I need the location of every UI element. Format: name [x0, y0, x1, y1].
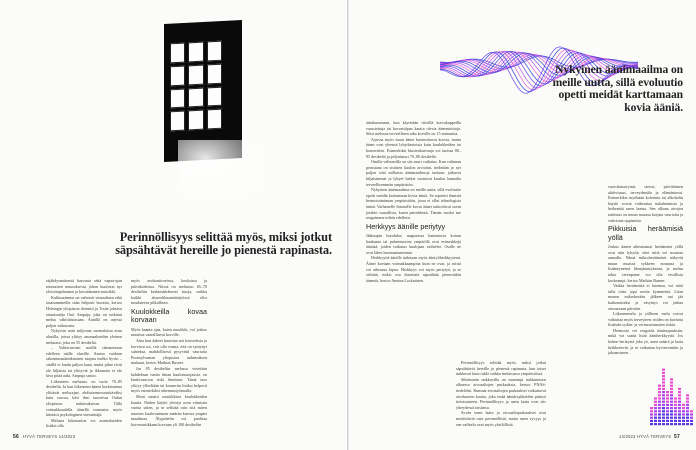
equalizer-segment [658, 423, 661, 425]
equalizer-segment [666, 404, 669, 406]
equalizer-segment [654, 417, 657, 419]
equalizer-segment [670, 423, 673, 425]
equalizer-segment [662, 420, 665, 422]
equalizer-segment [678, 410, 681, 412]
equalizer-segment [662, 378, 665, 380]
paragraph: Perinnöllisyys selittää myös, miksi jotkut säpsähtävät hereille jo pienestä rapinasta, kun toiset nukkuvat kuin tukki vaikka meluisassa ympäristössä. [456, 360, 546, 377]
section-heading: Kuulokkeilla kovaa korvaan [131, 306, 207, 325]
equalizer-segment [666, 394, 669, 396]
section-heading: Pikkuisia heräämisiä yöllä [608, 224, 683, 242]
equalizer-segment [670, 388, 673, 390]
equalizer-segment [658, 404, 661, 406]
equalizer-segment [670, 417, 673, 419]
equalizer-segment [678, 401, 681, 403]
equalizer-segment [670, 410, 673, 412]
footer-right [619, 434, 684, 440]
equalizer-segment [682, 417, 685, 419]
equalizer-segment [658, 413, 661, 415]
paragraph: Hermosto voi reagoida äänitaajuuksiin, mikä voi saada lisää ääniherkkyyttä. Jos kolme herätystä joka yö, unen määrä ja laatu heikkenevät, ja se vaikuttaa hyvinvointiin ja jaksamiseen. [608, 327, 683, 356]
equalizer-segment [662, 407, 665, 409]
equalizer-segment [678, 391, 681, 393]
magazine-label-right: 14/2023 HYVÄ TERVEYS [619, 434, 672, 439]
equalizer-segment [658, 394, 661, 396]
text-column-4 [456, 360, 546, 427]
paragraph: myös avokonttoreissa, kouluissa ja päiväkodeissa. Niissä on melutaso 65–70 desibeliin keskimääräisesti tasoja, vaikka kaikki aluseohkuannäärijöissä olisi noudateeru pilkullisen. [131, 278, 207, 306]
equalizer-segment [666, 410, 669, 412]
equalizer-segment [678, 407, 681, 409]
equalizer-segment [674, 407, 677, 409]
paragraph: Omilla valinnoilla on siis suuri vaikutus. Kun valinnan perustana on sisäisen kuulon arviointi, tiedetään jo nyt paljon siitä millaisia äänimaailmoja tuetaan: jatkuvat hiljaisimmat ja lyhyet hetket tuottavat kuulon kannalta terveellisemmän ympäristön. [366, 159, 461, 187]
equalizer-segment [670, 378, 673, 380]
equalizer-segment [674, 410, 677, 412]
equalizer-segment [658, 410, 661, 412]
equalizer-segment [674, 417, 677, 419]
equalizer-segment [690, 423, 693, 425]
equalizer-segment [662, 372, 665, 374]
page-number-right: 57 [674, 434, 680, 440]
equalizer-segment [682, 404, 685, 406]
equalizer-segment [678, 413, 681, 415]
equalizer-segment [686, 423, 689, 425]
equalizer-segment [650, 410, 653, 412]
equalizer-segment [666, 397, 669, 399]
equalizer-segment [670, 394, 673, 396]
equalizer-segment [666, 413, 669, 415]
equalizer-segment [678, 417, 681, 419]
equalizer-segment [670, 391, 673, 393]
equalizer-segment [650, 417, 653, 419]
equalizer-segment [686, 410, 689, 412]
paragraph: Nykyinen äänimaailma on meille uutta, sillä evoluutio opetti meidät karttamaan kovia ääniä. Se sopeutti ihmistä hermotoiminnan ympäristöön, jossa ei ollut teknologisia ääniä. Varhaiselle ihmiselle kovat äänet tarkoittivat usein jotakin vaarallista, kuten petoeläintä. Tämän vuoksi me reagoimme niihin edelleen. [366, 187, 461, 221]
equalizer-bars [650, 369, 693, 426]
equalizer-segment [654, 397, 657, 399]
equalizer-segment [682, 420, 685, 422]
paragraph: Syvän unen laatu ja aivoaaltopurkaukset ovat merkittäviä osin perinnöllisiä, mutta unen syvyys ja sen vaihtelu ovat myös yksilöllisiä. [456, 410, 546, 427]
equalizer-segment [670, 381, 673, 383]
paragraph: Nykyisin noin miljoona suomalaista asuu alueilla, joissa ylittyy asumaalueiden yleinen melutaso, joka on 55 desibeliä. [46, 328, 122, 345]
equalizer-segment [658, 385, 661, 387]
equalizer-segment [670, 385, 673, 387]
equalizer-segment [674, 423, 677, 425]
equalizer-segment [678, 397, 681, 399]
equalizer-segment [662, 391, 665, 393]
equalizer-segment [666, 417, 669, 419]
equalizer-segment [662, 381, 665, 383]
pullquote-right: Nykyinen äänimaailma on meille uutta, sillä evoluutio opetti meidät karttamaan kovia ääniä. [552, 63, 683, 114]
paragraph: Moni nauttii musiikkista kuulokkeiden kautta. Niiden käyttö yleistyi noin viitnistta vuotta sitten, ja se selittää osin sitä miten nuorten kuulovamman määrän kasvua ympäri maailmaa. Älypuhelin voi puolitaa korvmusiikkaan korvaan yli 100 desibeliin [131, 393, 207, 427]
equalizer-segment [682, 423, 685, 425]
equalizer-segment [690, 410, 693, 412]
paragraph: Sikeimmin nukkuvilla on suurempi nukkumisen alkaessa aivoaaltojen purkauksia, kertoo PNAS-tiedelehti. Runsaat aivoaaltojen purkaukset vaikuttavat aivokuoren kautta, joka estää ääniärsykkeiden pääsyä tietoisuuteen. Perinnöllisyys ja unen laatu ovat siis yhteydessä toisiinsa. [456, 376, 546, 410]
equalizer-segment [658, 407, 661, 409]
paragraph: Joskus äänen aiheuttamat heräämiset yöllä ovat niin lyhyitä, ettei niitä voi muistaa aamulla. Nämä mikroheräämiset näkyvät muun muassa sykkeen nousuna ja lisääntyneenä lihasjännityksenä, ja melun takia verenpaine voi olla tavallista korkeampi, kertoo Mathias Basner. [608, 243, 683, 283]
equalizer-segment [662, 397, 665, 399]
equalizer-segment [658, 391, 661, 393]
equalizer-segment [678, 423, 681, 425]
equalizer-segment [670, 420, 673, 422]
equalizer-segment [654, 413, 657, 415]
paragraph: Vaikka heräämistä ei huomaa, voi niitä tulla öisin jopa useita kymmeniä. Liian monen mikroherään jälkeen uni jää katkonaiseksi ja väsymys voi jatkua seuraavaan päivään. [608, 283, 683, 311]
equalizer-segment [658, 417, 661, 419]
magazine-label-left: HYVÄ TERVEYS 14/2023 [22, 434, 76, 439]
section-heading: Herkkyys äänille periytyy [366, 221, 446, 231]
equalizer-segment [670, 401, 673, 403]
equalizer-segment [686, 420, 689, 422]
equalizer-segment [678, 420, 681, 422]
equalizer-segment [658, 401, 661, 403]
equalizer-segment [686, 394, 689, 396]
equalizer-segment [674, 413, 677, 415]
pullquote-left: Perinnöllisyys selittää myös, miksi jotkut säpsähtävät hereille jo pienestä rapinasta. [115, 230, 332, 257]
equalizer-segment [654, 410, 657, 412]
paragraph: Liikenteen melutaso on tuolo 70–85 desibeliä. Ja kun liikenteen äänen korkeutensa ylittävät melurajan, ahdistaomesuurittäväksi kuin varvaa, kävi ilmi tuoreessa Oulun yliopiston tutkimuksessa. Tällä voimakkuudella äänellä tunnustta myös kiintäcä psykologinen stressintäjä. [46, 378, 122, 418]
text-column-3 [366, 120, 461, 283]
equalizer-segment [686, 417, 689, 419]
paragraph: Jääkaapin hurahdus, naapurissa kantautuva koiran haukunta tai puheensorina ympärillä ovat esimerkkejä äänistä, joiden vaikutus kuulijaan vaihtelee. Osalle ne ovat lähes huomaamattomia. [366, 233, 461, 255]
equalizer-segment [682, 410, 685, 412]
equalizer-segment [690, 413, 693, 415]
equalizer-segment [674, 401, 677, 403]
equalizer-segment [662, 375, 665, 377]
equalizer-segment [666, 420, 669, 422]
paragraph: äänikuormaan, kun käytetään tiiviillä korvakuppeilla varustettuja tai korvatulpan kautta olevia äänentoistoja. Siksi melussa terveellinen aika korville on 15 minuuttia. [366, 120, 461, 137]
equalizer-segment [682, 407, 685, 409]
equalizer-segment [654, 401, 657, 403]
paragraph: Kulttuurimme on vahvasti visuaalinen eikä tasaisammeilla sään helposti huvaita, kertoo Helsingin yliopiston dosentti ja Traite johtava asiantuntija Outi Ampuja, joka on tutkinut melua vähittäistasaan. Äänillä on arjessa paljon vaikutusta. [46, 294, 122, 328]
paragraph: Arjessa myös muut äänet kuormittavat korvia, mutta äänet ovat yleensä lyhytkestoisia kuin kuulokkeiden tai konserttien. Esimerkiksi hiustenkuivaaja voi tuottaa 80–95 desibeliä ja pölynimuri 70–80 desibeliä. [366, 136, 461, 159]
equalizer-segment [678, 394, 681, 396]
equalizer-segment [662, 369, 665, 371]
equalizer-segment [654, 420, 657, 422]
equalizer-segment [658, 397, 661, 399]
equalizer-segment [654, 407, 657, 409]
footer-left [13, 434, 75, 440]
equalizer-segment [654, 423, 657, 425]
equalizer-segment [670, 404, 673, 406]
equalizer-segment [674, 404, 677, 406]
equalizer-segment [662, 385, 665, 387]
equalizer-segment [690, 420, 693, 422]
paragraph: – Valtteriuvasti meillä rakennetaan edelleen näille alueille. Asutus voidaan rakennusmääräksineen saajata melko hyvin – sisällä ei kuulu paljon kaan, mutta pihat eivät ole hiljaisia tai ylittyvät ja ikkunoita ei ole kiva pitää auki, Ampuja sanoo. [46, 345, 122, 379]
page-number-left: 56 [13, 434, 19, 440]
equalizer-segment [678, 388, 681, 390]
text-column-2 [131, 278, 207, 427]
equalizer-segment [662, 394, 665, 396]
equalizer-segment [662, 401, 665, 403]
equalizer-segment [662, 423, 665, 425]
paragraph: Aina kun ääheet huorttuo nai konsertista ja korvissa soi, voit olla varma, että on syntynyt suhteksa, mahdollisesti pysyvästi vaurioita Poonsylvanian yliopiston tutkimuksen mukaan, kertoo Mathias Basner. [131, 337, 207, 366]
equalizer-segment [658, 388, 661, 390]
paragraph: räjähdysmäisestä kasvusta sekä vapaa-ajan toimuosen muutoksesta, johon kuuluvat nyt yleisötapahtumat ja kovaääninen musiikki. [46, 278, 122, 295]
equalizer-segment [650, 413, 653, 415]
equalizer-segment [686, 397, 689, 399]
equalizer-segment [666, 401, 669, 403]
equalizer-segment [662, 417, 665, 419]
equalizer-segment [670, 397, 673, 399]
equalizer-segment [690, 417, 693, 419]
equalizer-segment [662, 404, 665, 406]
equalizer-segment [686, 413, 689, 415]
paragraph: Jos 85 desibeliin melussa vietetään kahdeksan tuntia ilman kuulonsuojausta, on kuulovaurion riski ilmeinen. Tämä taso ylittyy ylleeltään tai konsertin lisäksi helposti myös esimerkiksi rakennustyömailla. [131, 365, 207, 394]
equalizer-segment [650, 423, 653, 425]
equalizer-segment [678, 404, 681, 406]
paragraph: Herkkyyttä äänille tutkitaan myös ääniyliherkkyytenä. Äänet koetaan voimakkaampina kuin ne ovat, ja niistä voi aiheutua kipua. Herkkyys voi myös periytyä, ja se selittää, miksi osa ihmisistä säpsähtää pienestäkin äänestä, kertoo Annina Lockatinen. [366, 255, 461, 283]
equalizer-segment [650, 420, 653, 422]
equalizer-segment [654, 404, 657, 406]
equalizer-segment [650, 407, 653, 409]
paragraph: Liikennemelu ja yöllinen melu voivat vaikuttaa myös terveyteen: niiden on havaittu lisäävän sydän- ja verisuonitautien riskiä. [608, 311, 683, 328]
equalizer-segment [658, 420, 661, 422]
equalizer-segment [666, 423, 669, 425]
equalizer-segment [674, 397, 677, 399]
paragraph: Myös kaanta ajaa, kuten musiikki, voi joskus muuttua vaarallisesti korville. [131, 326, 207, 338]
text-column-5 [608, 184, 683, 356]
equalizer-segment [666, 391, 669, 393]
text-column-1 [46, 278, 122, 429]
equalizer-segment [666, 407, 669, 409]
paragraph: vuorokausirytmi, stressi, päivittäinen aktiivisuus, terveydentila ja elämäntavat. Esimerkiksi myöhään kofeiinin tai alkoholin käyttö voivat vaikeuttaa nukahtamista ja heikentää unen laatua. Sen alkana aivojen tarkistus on muun muassa korjata vaurioita ja vahvistaa oppimista. [608, 184, 683, 223]
equalizer-segment [686, 404, 689, 406]
equalizer-segment [682, 413, 685, 415]
equalizer-segment [670, 413, 673, 415]
equalizer-segment [670, 407, 673, 409]
equalizer-segment [686, 407, 689, 409]
equalizer-segment [662, 413, 665, 415]
equalizer-segment [662, 410, 665, 412]
equalizer-segment [662, 388, 665, 390]
paragraph: Melusta lukemattoa voi asumalueiden lisäksi olla [46, 417, 122, 429]
equalizer-segment [674, 420, 677, 422]
equalizer-segment [686, 401, 689, 403]
